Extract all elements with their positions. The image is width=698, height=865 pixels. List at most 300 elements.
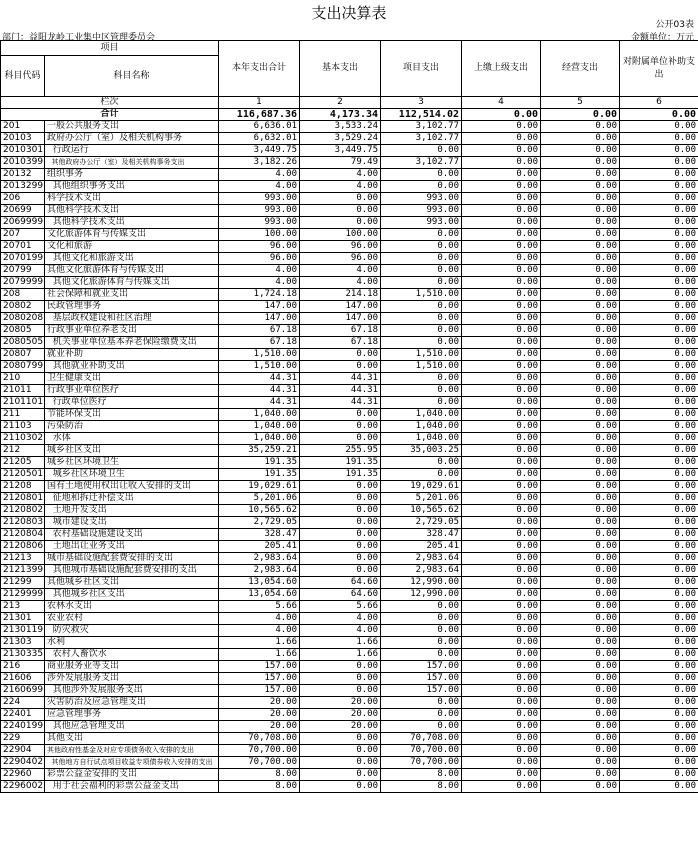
row-value: 0.00 (381, 637, 462, 649)
row-value: 0.00 (462, 205, 541, 217)
row-value: 0.00 (541, 409, 620, 421)
row-code: 21299 (1, 577, 45, 589)
total-row (1, 109, 698, 121)
row-value: 0.00 (620, 673, 698, 685)
row-value: 0.00 (620, 757, 698, 769)
row-value: 0.00 (381, 373, 462, 385)
row-value: 0.00 (462, 685, 541, 697)
table-row (1, 277, 698, 289)
table-row (1, 625, 698, 637)
row-value: 0.00 (462, 637, 541, 649)
row-value: 8.00 (381, 781, 462, 793)
row-code: 2121399 (1, 565, 45, 577)
row-value: 5,201.06 (381, 493, 462, 505)
row-code: 2120801 (1, 493, 45, 505)
row-value: 0.00 (620, 517, 698, 529)
row-code: 2130119 (1, 625, 45, 637)
header-name: 科目名称 (45, 56, 219, 97)
row-value: 0.00 (462, 277, 541, 289)
row-code: 201 (1, 121, 45, 133)
row-value: 0.00 (462, 325, 541, 337)
row-value: 0.00 (620, 397, 698, 409)
row-value: 0.00 (381, 301, 462, 313)
row-value: 10,565.62 (219, 505, 300, 517)
row-value: 4.00 (219, 169, 300, 181)
row-value: 0.00 (381, 181, 462, 193)
row-value: 5.66 (300, 601, 381, 613)
row-value: 0.00 (462, 145, 541, 157)
row-value: 0.00 (462, 433, 541, 445)
row-name: 其他政府办公厅（室）及相关机构事务支出 (45, 157, 219, 169)
row-code: 229 (1, 733, 45, 745)
row-value: 5.66 (219, 601, 300, 613)
table-row (1, 121, 698, 133)
row-value: 157.00 (219, 661, 300, 673)
row-value: 0.00 (462, 769, 541, 781)
row-value: 0.00 (541, 781, 620, 793)
row-value: 1.66 (219, 637, 300, 649)
row-value: 1.66 (219, 649, 300, 661)
row-value: 0.00 (620, 121, 698, 133)
row-value: 0.00 (381, 625, 462, 637)
row-code: 2120804 (1, 529, 45, 541)
row-value: 191.35 (219, 469, 300, 481)
row-code: 2290402 (1, 757, 45, 769)
row-value: 191.35 (300, 457, 381, 469)
total-value: 0.00 (541, 109, 620, 121)
table-row (1, 217, 698, 229)
row-value: 0.00 (300, 685, 381, 697)
table-row (1, 325, 698, 337)
row-value: 1.66 (300, 649, 381, 661)
row-value: 3,533.24 (300, 121, 381, 133)
row-value: 147.00 (219, 313, 300, 325)
row-value: 0.00 (541, 481, 620, 493)
row-value: 1,040.00 (219, 409, 300, 421)
row-value: 0.00 (620, 529, 698, 541)
row-value: 0.00 (462, 373, 541, 385)
row-value: 0.00 (300, 733, 381, 745)
row-value: 0.00 (541, 397, 620, 409)
table-row (1, 433, 698, 445)
row-code: 2130335 (1, 649, 45, 661)
row-code: 20701 (1, 241, 45, 253)
row-code: 20805 (1, 325, 45, 337)
row-value: 0.00 (381, 601, 462, 613)
row-value: 0.00 (541, 205, 620, 217)
row-name: 城市基础设施配套费安排的支出 (45, 553, 219, 565)
row-value: 4.00 (300, 613, 381, 625)
row-value: 67.18 (300, 325, 381, 337)
row-value: 44.31 (219, 397, 300, 409)
row-value: 0.00 (462, 601, 541, 613)
row-value: 0.00 (462, 301, 541, 313)
row-code: 2070199 (1, 253, 45, 265)
row-name: 其他涉外发展服务支出 (45, 685, 219, 697)
row-value: 19,029.61 (219, 481, 300, 493)
row-value: 19,029.61 (381, 481, 462, 493)
row-value: 0.00 (462, 445, 541, 457)
table-row (1, 721, 698, 733)
row-name: 彩票公益金安排的支出 (45, 769, 219, 781)
row-value: 0.00 (381, 313, 462, 325)
row-value: 0.00 (541, 313, 620, 325)
row-value: 2,983.64 (219, 565, 300, 577)
row-value: 0.00 (300, 361, 381, 373)
row-value: 0.00 (381, 649, 462, 661)
row-value: 0.00 (541, 553, 620, 565)
index-num: 3 (381, 97, 462, 109)
table-row (1, 181, 698, 193)
table-row (1, 745, 698, 757)
row-value: 96.00 (219, 241, 300, 253)
index-num: 4 (462, 97, 541, 109)
row-value: 0.00 (381, 709, 462, 721)
row-value: 0.00 (462, 253, 541, 265)
table-row (1, 613, 698, 625)
row-code: 20802 (1, 301, 45, 313)
table-row (1, 709, 698, 721)
row-value: 3,449.75 (219, 145, 300, 157)
row-code: 2120501 (1, 469, 45, 481)
row-name: 政府办公厅（室）及相关机构事务 (45, 133, 219, 145)
row-code: 22960 (1, 769, 45, 781)
row-value: 0.00 (381, 397, 462, 409)
row-value: 0.00 (620, 133, 698, 145)
row-name: 其他科学技术支出 (45, 205, 219, 217)
row-name: 其他城乡社区支出 (45, 589, 219, 601)
row-value: 0.00 (541, 517, 620, 529)
row-value: 0.00 (381, 337, 462, 349)
row-value: 0.00 (462, 493, 541, 505)
row-value: 20.00 (300, 709, 381, 721)
row-value: 3,449.75 (300, 145, 381, 157)
row-name: 灾害防治及应急管理支出 (45, 697, 219, 709)
row-value: 0.00 (462, 553, 541, 565)
row-value: 20.00 (219, 721, 300, 733)
row-value: 0.00 (541, 145, 620, 157)
row-value: 20.00 (219, 709, 300, 721)
row-value: 0.00 (462, 421, 541, 433)
row-value: 0.00 (620, 697, 698, 709)
row-value: 0.00 (620, 169, 698, 181)
table-row (1, 589, 698, 601)
row-value: 0.00 (541, 661, 620, 673)
table-row (1, 685, 698, 697)
row-value: 147.00 (300, 301, 381, 313)
row-value: 0.00 (620, 445, 698, 457)
header-col-subsidy: 对附属单位补助支出 (620, 41, 698, 97)
index-row (1, 97, 698, 109)
row-value: 993.00 (219, 193, 300, 205)
row-value: 0.00 (462, 697, 541, 709)
row-code: 2120806 (1, 541, 45, 553)
row-code: 21103 (1, 421, 45, 433)
row-value: 4.00 (300, 181, 381, 193)
row-code: 2110302 (1, 433, 45, 445)
row-value: 0.00 (381, 265, 462, 277)
row-value: 0.00 (462, 229, 541, 241)
row-value: 2,983.64 (381, 565, 462, 577)
row-value: 1,510.00 (381, 349, 462, 361)
row-value: 0.00 (462, 385, 541, 397)
row-code: 2160699 (1, 685, 45, 697)
row-value: 0.00 (620, 217, 698, 229)
header-col-upper: 上缴上级支出 (462, 41, 541, 97)
row-value: 0.00 (541, 697, 620, 709)
row-code: 206 (1, 193, 45, 205)
row-value: 0.00 (300, 409, 381, 421)
row-value: 0.00 (620, 493, 698, 505)
index-num: 2 (300, 97, 381, 109)
row-value: 10,565.62 (381, 505, 462, 517)
row-value: 0.00 (620, 733, 698, 745)
row-name: 应急管理事务 (45, 709, 219, 721)
row-value: 6,636.01 (219, 121, 300, 133)
table-row (1, 241, 698, 253)
row-value: 64.60 (300, 589, 381, 601)
row-value: 0.00 (620, 373, 698, 385)
row-value: 0.00 (620, 181, 698, 193)
row-value: 0.00 (462, 121, 541, 133)
row-value: 0.00 (541, 733, 620, 745)
row-value: 993.00 (219, 217, 300, 229)
row-value: 0.00 (381, 253, 462, 265)
row-value: 255.95 (300, 445, 381, 457)
row-value: 1,510.00 (381, 361, 462, 373)
row-value: 12,990.00 (381, 577, 462, 589)
row-value: 0.00 (541, 337, 620, 349)
row-value: 0.00 (620, 433, 698, 445)
row-value: 0.00 (541, 637, 620, 649)
row-value: 12,990.00 (381, 589, 462, 601)
row-value: 0.00 (541, 349, 620, 361)
row-value: 328.47 (381, 529, 462, 541)
row-value: 100.00 (300, 229, 381, 241)
row-value: 0.00 (462, 469, 541, 481)
row-value: 70,708.00 (381, 733, 462, 745)
row-value: 2,983.64 (381, 553, 462, 565)
row-code: 21303 (1, 637, 45, 649)
row-name: 其他地方自行试点项目收益专项债券收入安排的支出 (45, 757, 219, 769)
row-name: 机关事业单位基本养老保险缴费支出 (45, 337, 219, 349)
table-row (1, 505, 698, 517)
total-value: 0.00 (462, 109, 541, 121)
row-value: 96.00 (300, 241, 381, 253)
total-value: 112,514.02 (381, 109, 462, 121)
row-value: 0.00 (620, 241, 698, 253)
row-value: 13,054.60 (219, 589, 300, 601)
row-value: 0.00 (300, 769, 381, 781)
row-value: 4.00 (300, 265, 381, 277)
row-value: 0.00 (541, 601, 620, 613)
row-value: 2,729.05 (381, 517, 462, 529)
row-code: 21213 (1, 553, 45, 565)
row-value: 0.00 (541, 301, 620, 313)
row-code: 21301 (1, 613, 45, 625)
row-value: 20.00 (219, 697, 300, 709)
row-value: 0.00 (541, 649, 620, 661)
amount-unit-label: 金额单位：万元 (630, 33, 694, 43)
row-value: 0.00 (300, 553, 381, 565)
row-value: 0.00 (300, 349, 381, 361)
row-value: 205.41 (381, 541, 462, 553)
row-value: 8.00 (219, 769, 300, 781)
row-value: 0.00 (462, 133, 541, 145)
row-value: 0.00 (541, 385, 620, 397)
row-value: 0.00 (541, 193, 620, 205)
row-name: 其他文化和旅游支出 (45, 253, 219, 265)
row-value: 4.00 (219, 265, 300, 277)
row-value: 0.00 (300, 217, 381, 229)
row-value: 1,724.18 (219, 289, 300, 301)
row-code: 2080799 (1, 361, 45, 373)
row-code: 21011 (1, 385, 45, 397)
row-value: 0.00 (541, 169, 620, 181)
row-value: 6,632.01 (219, 133, 300, 145)
index-num: 1 (219, 97, 300, 109)
table-row (1, 565, 698, 577)
row-value: 0.00 (620, 721, 698, 733)
row-name: 文化和旅游 (45, 241, 219, 253)
table-row (1, 481, 698, 493)
row-value: 0.00 (462, 577, 541, 589)
table-row (1, 733, 698, 745)
row-value: 4.00 (219, 625, 300, 637)
row-value: 0.00 (541, 229, 620, 241)
row-code: 207 (1, 229, 45, 241)
row-value: 0.00 (541, 181, 620, 193)
table-row (1, 409, 698, 421)
row-value: 0.00 (300, 505, 381, 517)
row-value: 0.00 (462, 157, 541, 169)
row-value: 2,983.64 (219, 553, 300, 565)
row-value: 0.00 (620, 409, 698, 421)
row-value: 0.00 (541, 469, 620, 481)
row-code: 20799 (1, 265, 45, 277)
row-name: 科学技术支出 (45, 193, 219, 205)
table-row (1, 781, 698, 793)
table-row (1, 517, 698, 529)
row-value: 0.00 (541, 421, 620, 433)
row-value: 0.00 (381, 469, 462, 481)
row-code: 208 (1, 289, 45, 301)
row-value: 67.18 (219, 325, 300, 337)
row-value: 1,510.00 (219, 349, 300, 361)
row-value: 0.00 (462, 217, 541, 229)
row-code: 210 (1, 373, 45, 385)
row-value: 0.00 (462, 529, 541, 541)
table-row (1, 313, 698, 325)
row-name: 城乡社区环境卫生 (45, 457, 219, 469)
row-value: 0.00 (462, 757, 541, 769)
row-code: 2101101 (1, 397, 45, 409)
row-name: 卫生健康支出 (45, 373, 219, 385)
row-name: 其他应急管理支出 (45, 721, 219, 733)
row-value: 0.00 (541, 157, 620, 169)
row-value: 1,040.00 (219, 421, 300, 433)
row-value: 0.00 (620, 325, 698, 337)
row-code: 216 (1, 661, 45, 673)
row-value: 20.00 (300, 697, 381, 709)
row-value: 0.00 (541, 373, 620, 385)
row-value: 0.00 (462, 409, 541, 421)
total-value: 116,687.36 (219, 109, 300, 121)
row-value: 0.00 (300, 781, 381, 793)
row-name: 国有土地使用权出让收入安排的支出 (45, 481, 219, 493)
row-value: 0.00 (541, 445, 620, 457)
table-row (1, 541, 698, 553)
row-value: 0.00 (462, 649, 541, 661)
row-code: 2120802 (1, 505, 45, 517)
row-value: 0.00 (300, 517, 381, 529)
row-value: 67.18 (300, 337, 381, 349)
row-value: 0.00 (300, 541, 381, 553)
row-value: 0.00 (620, 565, 698, 577)
row-name: 社会保障和就业支出 (45, 289, 219, 301)
row-value: 0.00 (541, 625, 620, 637)
row-name: 其他城市基础设施配套费安排的支出 (45, 565, 219, 577)
row-value: 0.00 (620, 637, 698, 649)
row-name: 基层政权建设和社区治理 (45, 313, 219, 325)
row-value: 328.47 (219, 529, 300, 541)
row-value: 191.35 (219, 457, 300, 469)
row-value: 0.00 (620, 481, 698, 493)
row-value: 35,259.21 (219, 445, 300, 457)
row-value: 0.00 (620, 421, 698, 433)
row-code: 2079999 (1, 277, 45, 289)
row-value: 0.00 (541, 709, 620, 721)
table-row (1, 553, 698, 565)
table-row (1, 289, 698, 301)
row-value: 157.00 (381, 685, 462, 697)
row-value: 4.00 (300, 625, 381, 637)
row-value: 0.00 (462, 457, 541, 469)
row-value: 0.00 (381, 325, 462, 337)
row-name: 城乡社区支出 (45, 445, 219, 457)
row-value: 0.00 (381, 169, 462, 181)
row-value: 0.00 (541, 757, 620, 769)
row-value: 8.00 (381, 769, 462, 781)
row-name: 行政事业单位医疗 (45, 385, 219, 397)
row-value: 0.00 (620, 649, 698, 661)
row-value: 0.00 (541, 613, 620, 625)
row-value: 157.00 (219, 673, 300, 685)
row-name: 用于社会福利的彩票公益金支出 (45, 781, 219, 793)
table-row (1, 697, 698, 709)
row-value: 0.00 (300, 421, 381, 433)
table-row (1, 529, 698, 541)
row-value: 0.00 (541, 277, 620, 289)
row-value: 0.00 (620, 337, 698, 349)
row-value: 0.00 (620, 289, 698, 301)
row-value: 70,708.00 (219, 733, 300, 745)
row-name: 农林水支出 (45, 601, 219, 613)
row-value: 100.00 (219, 229, 300, 241)
row-value: 0.00 (541, 565, 620, 577)
row-value: 0.00 (462, 661, 541, 673)
row-name: 商业服务业等支出 (45, 661, 219, 673)
table-row (1, 169, 698, 181)
row-value: 0.00 (462, 505, 541, 517)
row-value: 0.00 (462, 313, 541, 325)
page-title: 支出决算表 (311, 4, 387, 22)
row-value: 0.00 (541, 589, 620, 601)
row-value: 0.00 (462, 673, 541, 685)
table-row (1, 649, 698, 661)
header-col-basic: 基本支出 (300, 41, 381, 97)
row-value: 0.00 (541, 541, 620, 553)
